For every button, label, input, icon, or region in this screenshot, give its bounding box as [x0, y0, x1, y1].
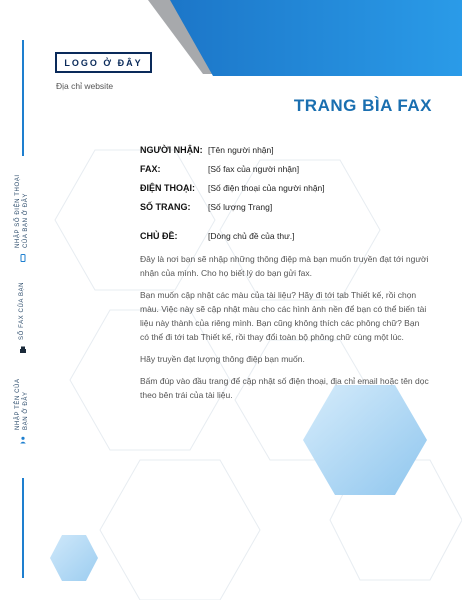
- sidebar-phone-line-2: CỦA BẠN Ở ĐÂY: [23, 193, 29, 248]
- sidebar-name-line-1: NHẬP TÊN CỦA: [15, 378, 21, 430]
- person-icon: [19, 436, 27, 444]
- sidebar-name-text: [14, 378, 30, 430]
- logo-placeholder[interactable]: LOGO Ở ĐÂY: [55, 52, 152, 73]
- body-paragraph: Bạn muốn cập nhật các màu của tài liệu? Hãy đi tới tab Thiết kế, rồi chọn màu. Việc này sẽ cập nhật màu cho các hình ảnh nền để bạn có thể biến tài liệu này thành của riêng mình. Bạn cũng không thích các phông chữ? Bạn có thể đi tới tab Thiết kế, rồi thay đổi toàn bộ phông chữ cùng một lúc.: [140, 290, 427, 342]
- subject-field[interactable]: [Dòng chủ đề của thư.]: [208, 230, 295, 241]
- field-pages: [140, 197, 325, 216]
- sidebar-phone-line-1: NHẬP SỐ ĐIỆN THOẠI: [15, 174, 21, 248]
- sidebar-fax-line-1: SỐ FAX CỦA BẠN: [19, 281, 25, 340]
- sidebar-line-bottom: [22, 478, 24, 578]
- field-fax: [140, 159, 325, 178]
- sidebar-line-top: [22, 40, 24, 156]
- page-title: TRANG BÌA FAX: [293, 96, 432, 115]
- sidebar-phone-text: [14, 174, 30, 248]
- field-subject: [140, 226, 325, 245]
- recipient-phone-field[interactable]: [Số điện thoại của người nhận]: [208, 182, 325, 193]
- sidebar-name-line-2: BẠN Ở ĐÂY: [23, 391, 29, 430]
- page-count-field[interactable]: [Số lượng Trang]: [208, 201, 273, 212]
- field-recipient: [140, 140, 325, 159]
- body-paragraph: Bấm đúp vào đầu trang để cập nhật số điện thoại, địa chỉ email hoặc tên dọc theo bên trái của tài liệu.: [140, 376, 429, 400]
- field-label: SỐ TRANG:: [140, 201, 191, 212]
- sidebar-fax-text: [18, 282, 26, 340]
- recipient-name-field[interactable]: [Tên người nhận]: [208, 144, 274, 155]
- fax-fields: [140, 140, 325, 245]
- field-label: FAX:: [140, 163, 161, 174]
- small-blue-hexagon: [50, 535, 98, 581]
- body-paragraph: Hãy truyền đạt lượng thông điệp bạn muốn.: [140, 354, 305, 364]
- field-label: NGƯỜI NHẬN:: [140, 144, 203, 155]
- field-label: CHỦ ĐỀ:: [140, 230, 178, 241]
- recipient-fax-field[interactable]: [Số fax của người nhận]: [208, 163, 300, 174]
- top-blue-band: [170, 0, 462, 76]
- website-address[interactable]: Địa chỉ website: [56, 81, 114, 91]
- message-body[interactable]: [140, 252, 430, 410]
- phone-icon: [19, 254, 27, 262]
- field-phone: [140, 178, 325, 197]
- field-label: ĐIỆN THOẠI:: [140, 182, 195, 193]
- fax-icon: [19, 346, 27, 354]
- body-paragraph: Đây là nơi bạn sẽ nhập những thông điệp mà bạn muốn truyền đạt tới người nhận của mình. Cho họ biết lý do bạn gửi fax.: [140, 254, 429, 278]
